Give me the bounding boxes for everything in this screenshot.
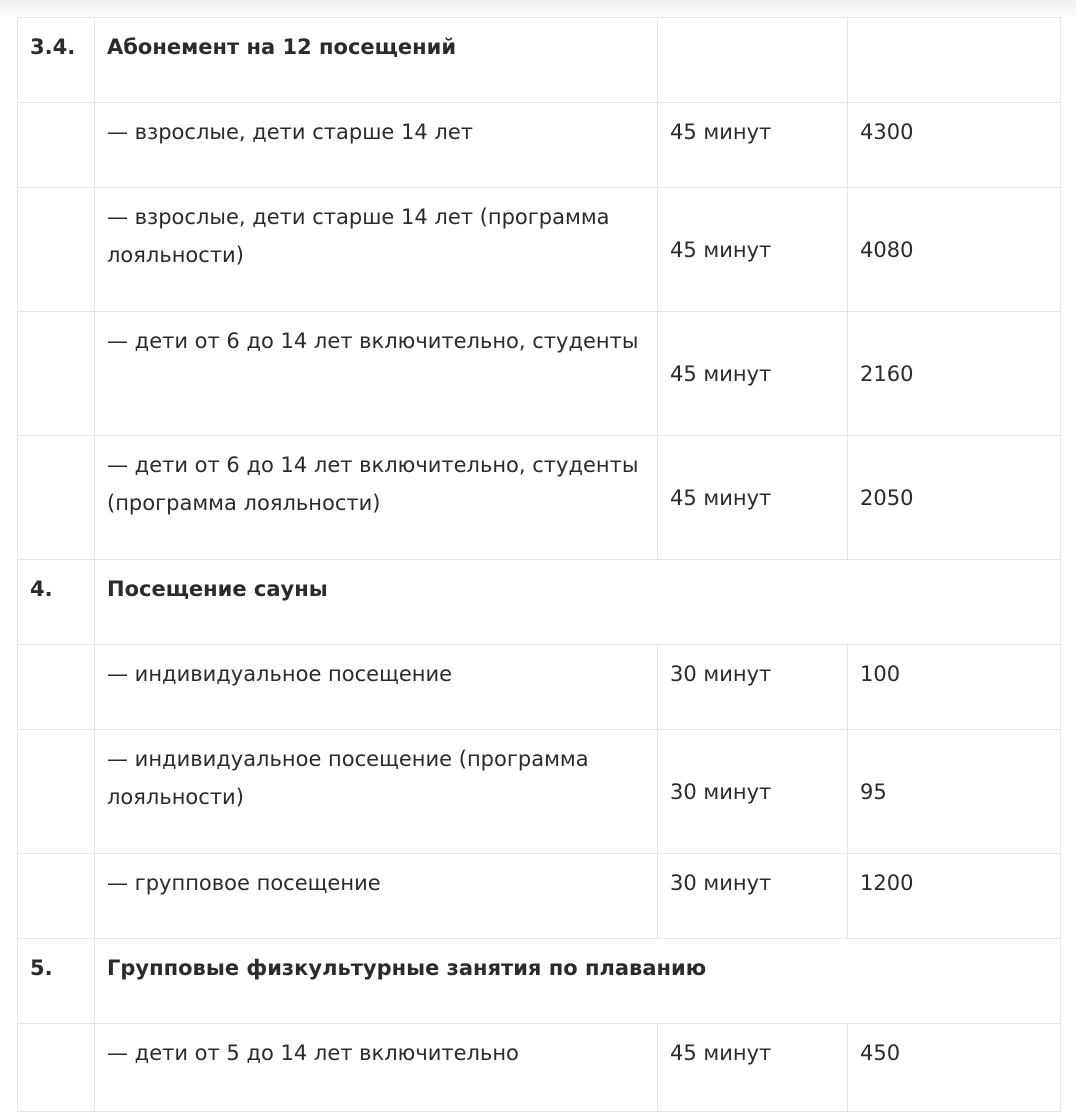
item-duration: 45 минут: [658, 312, 848, 436]
empty-cell: [18, 730, 95, 854]
empty-cell: [18, 188, 95, 312]
table-row: [18, 188, 1061, 312]
table-row: [18, 854, 1061, 939]
price-table: [17, 17, 1061, 1112]
table-row: [18, 1024, 1061, 1112]
item-price: 4300: [848, 103, 1061, 188]
item-name: — дети от 6 до 14 лет включительно, студенты (программа лояльности): [95, 436, 658, 560]
item-price: 2160: [848, 312, 1061, 436]
empty-cell: [18, 645, 95, 730]
section-row: [18, 939, 1061, 1024]
item-price: 95: [848, 730, 1061, 854]
item-duration: 45 минут: [658, 103, 848, 188]
empty-cell: [18, 103, 95, 188]
item-duration: 45 минут: [658, 1024, 848, 1112]
section-number: 3.4.: [18, 18, 95, 103]
item-price: 1200: [848, 854, 1061, 939]
item-name: — групповое посещение: [95, 854, 658, 939]
empty-cell: [18, 436, 95, 560]
section-title: Групповые физкультурные занятия по плаванию: [95, 939, 1061, 1024]
section-number: 5.: [18, 939, 95, 1024]
section-row: [18, 18, 1061, 103]
item-name: — взрослые, дети старше 14 лет: [95, 103, 658, 188]
empty-cell: [658, 18, 848, 103]
empty-cell: [848, 18, 1061, 103]
item-name: — дети от 5 до 14 лет включительно: [95, 1024, 658, 1112]
table-row: [18, 645, 1061, 730]
top-shadow: [0, 0, 1076, 18]
item-duration: 30 минут: [658, 730, 848, 854]
item-price: 450: [848, 1024, 1061, 1112]
section-title: Абонемент на 12 посещений: [95, 18, 658, 103]
item-duration: 45 минут: [658, 188, 848, 312]
empty-cell: [18, 854, 95, 939]
item-duration: 30 минут: [658, 854, 848, 939]
empty-cell: [18, 1024, 95, 1112]
table-row: [18, 730, 1061, 854]
item-price: 100: [848, 645, 1061, 730]
item-name: — индивидуальное посещение: [95, 645, 658, 730]
section-row: [18, 560, 1061, 645]
section-title: Посещение сауны: [95, 560, 1061, 645]
item-duration: 30 минут: [658, 645, 848, 730]
item-price: 2050: [848, 436, 1061, 560]
table-row: [18, 103, 1061, 188]
item-name: — взрослые, дети старше 14 лет (программа лояльности): [95, 188, 658, 312]
item-name: — дети от 6 до 14 лет включительно, студенты: [95, 312, 658, 436]
empty-cell: [18, 312, 95, 436]
table-row: [18, 436, 1061, 560]
table-row: [18, 312, 1061, 436]
section-number: 4.: [18, 560, 95, 645]
item-price: 4080: [848, 188, 1061, 312]
item-name: — индивидуальное посещение (программа лояльности): [95, 730, 658, 854]
item-duration: 45 минут: [658, 436, 848, 560]
